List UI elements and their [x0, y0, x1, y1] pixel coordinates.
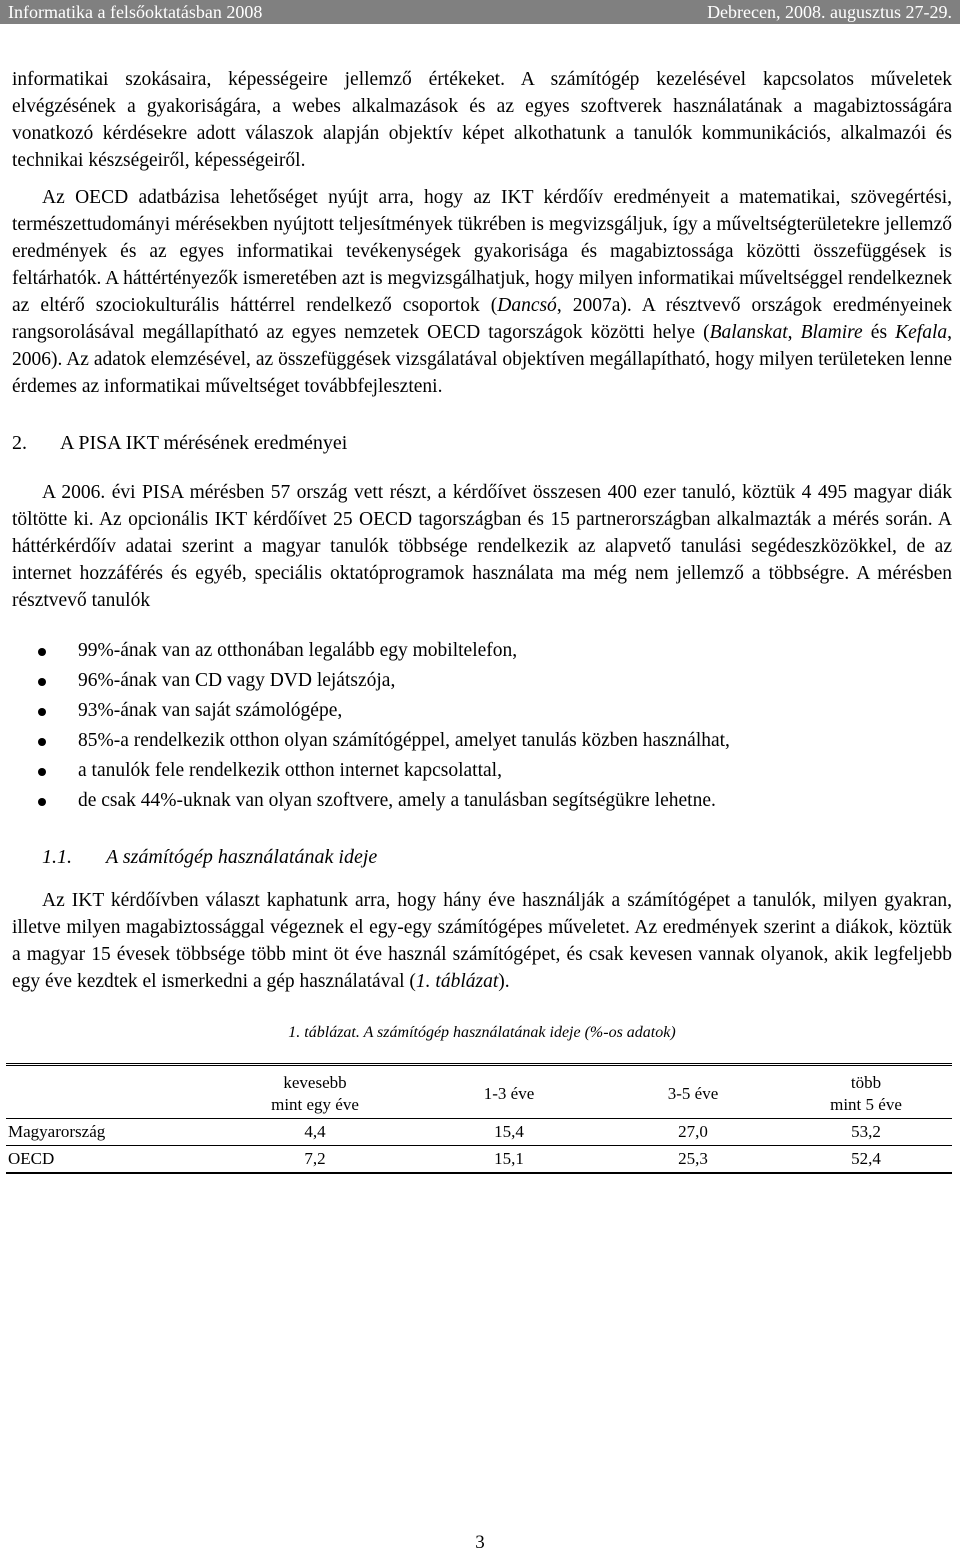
bullet-icon [38, 768, 46, 776]
paragraph-2: Az OECD adatbázisa lehetőséget nyújt arra, hogy az IKT kérdőív eredményeit a matematikai, szövegértési, természettudományi mérésekben nyújtott teljesítmények tükrében is megvizsgáljuk, így a műveltségterületekre jellemző eredmények és az egyes informatikai tevékenységek gyakorisága és magabiztossága közötti összefüggések is feltárhatók. A háttértényezők ismeretében azt is megvizsgálhatjuk, hogy milyen informatikai műveltséggel rendelkeznek az eltérő szociokulturális háttérrel rendelkező csoportok (Dancsó, 2007a). A résztvevő országok eredményeinek rangsorolásával megállapítható az egyes nemzetek OECD tagországok közötti helye (Balanskat, Blamire és Kefala, 2006). Az adatok elemzésével, az összefüggések vizsgálatával objektíven megállapítható, hogy milyen területeken lenne érdemes az informatikai műveltséget továbbfejleszteni. [12, 187, 952, 397]
paragraph-4: Az IKT kérdőívben választ kaphatunk arra, hogy hány éve használják a számítógépet a tanulók, milyen gyakran, illetve milyen magabiztossággal végeznek el egy-egy számítógépes műveletet. Az eredmények szerint a diákok, köztük a magyar 15 évesek többsége több mint öt éve használ számítógépet, és csak kevesen vannak olyanok, akik legfeljebb egy éve kezdtek el ismerkedni a gép használatával (1. táblázat). [12, 890, 952, 992]
citation-balanskat: Balanskat [709, 322, 788, 343]
list-item: de csak 44%-uknak van olyan szoftvere, amely a tanulásban segítségükre lehetne. [12, 786, 952, 816]
header-cell-more-than-5-years: több mint 5 éve [780, 1065, 952, 1119]
section-2-number: 2. [12, 432, 27, 454]
page-body [8, 66, 952, 1174]
list-item: 99%-ának van az otthonában legalább egy mobiltelefon, [12, 636, 952, 666]
table-header-row [6, 1065, 952, 1119]
list-item: a tanulók fele rendelkezik otthon internet kapcsolattal, [12, 756, 952, 786]
table-caption: 1. táblázat. A számítógép használatának ideje (%-os adatok) [288, 1024, 676, 1041]
paragraph-1: informatikai szokásaira, képességeire jellemző értékeket. A számítógép kezelésével kapcsolatos műveletek elvégzésének a gyakoriságára, a webes alkalmazások és az egyes szoftverek használatának a magabiztosságára vonatkozó kérdésekre adott válaszok alapján objektív képet alkothatunk a tanulók kommunikációs, alkalmazói és technikai készségeiről, képességeiről. [12, 69, 952, 171]
header-cell-empty [6, 1065, 218, 1119]
section-2-title: A PISA IKT mérésének eredményei [60, 432, 348, 454]
section-1-1-heading [12, 844, 952, 871]
usage-duration-table [6, 1063, 952, 1174]
citation-kefala: Kefala [895, 322, 948, 343]
section-1-1-title: A számítógép használatának ideje [106, 846, 378, 868]
bullet-list [12, 636, 952, 816]
table-cell: 4,4 [218, 1119, 412, 1146]
table-cell: 52,4 [780, 1146, 952, 1174]
header-cell-1-3-years: 1-3 éve [412, 1065, 606, 1119]
table-cell: 15,1 [412, 1146, 606, 1174]
row-label: Magyarország [6, 1119, 218, 1146]
list-item: 96%-ának van CD vagy DVD lejátszója, [12, 666, 952, 696]
citation-blamire: Blamire [800, 322, 863, 343]
header-cell-3-5-years: 3-5 éve [606, 1065, 780, 1119]
paragraph-3: A 2006. évi PISA mérésben 57 ország vett részt, a kérdőívet összesen 400 ezer tanuló, köztük 4 495 magyar diák töltötte ki. Az opcionális IKT kérdőívet 25 OECD tagországban és 15 partnerországban alkalmazták a mérés során. A háttérkérdőív adatai szerint a magyar tanulók többsége rendelkezik az alapvető tanulási segédeszközökkel, de az internet hozzáférés és egyéb, speciális oktatóprogramok használata ma még nem jellemző a többségre. A mérésben résztvevő tanulók [12, 482, 952, 611]
table-reference: 1. táblázat [415, 971, 499, 992]
table-row [6, 1119, 952, 1146]
row-label: OECD [6, 1146, 218, 1174]
table-cell: 27,0 [606, 1119, 780, 1146]
table-cell: 25,3 [606, 1146, 780, 1174]
running-header [0, 0, 960, 24]
bullet-icon [38, 738, 46, 746]
header-date-location: Debrecen, 2008. augusztus 27-29. [707, 2, 952, 22]
bullet-icon [38, 648, 46, 656]
section-2-heading [12, 430, 952, 457]
bullet-icon [38, 798, 46, 806]
section-1-1-number: 1.1. [42, 846, 72, 868]
bullet-icon [38, 678, 46, 686]
list-item: 85%-a rendelkezik otthon olyan számítógéppel, amelyet tanulás közben használhat, [12, 726, 952, 756]
table-cell: 53,2 [780, 1119, 952, 1146]
table-cell: 7,2 [218, 1146, 412, 1174]
table-row [6, 1146, 952, 1174]
list-item: 93%-ának van saját számológépe, [12, 696, 952, 726]
table-cell: 15,4 [412, 1119, 606, 1146]
header-conference-title: Informatika a felsőoktatásban 2008 [8, 2, 263, 22]
page-number: 3 [475, 1532, 485, 1553]
bullet-icon [38, 708, 46, 716]
citation-dancso: Dancsó [497, 295, 557, 316]
header-cell-less-than-one-year: kevesebb mint egy éve [218, 1065, 412, 1119]
